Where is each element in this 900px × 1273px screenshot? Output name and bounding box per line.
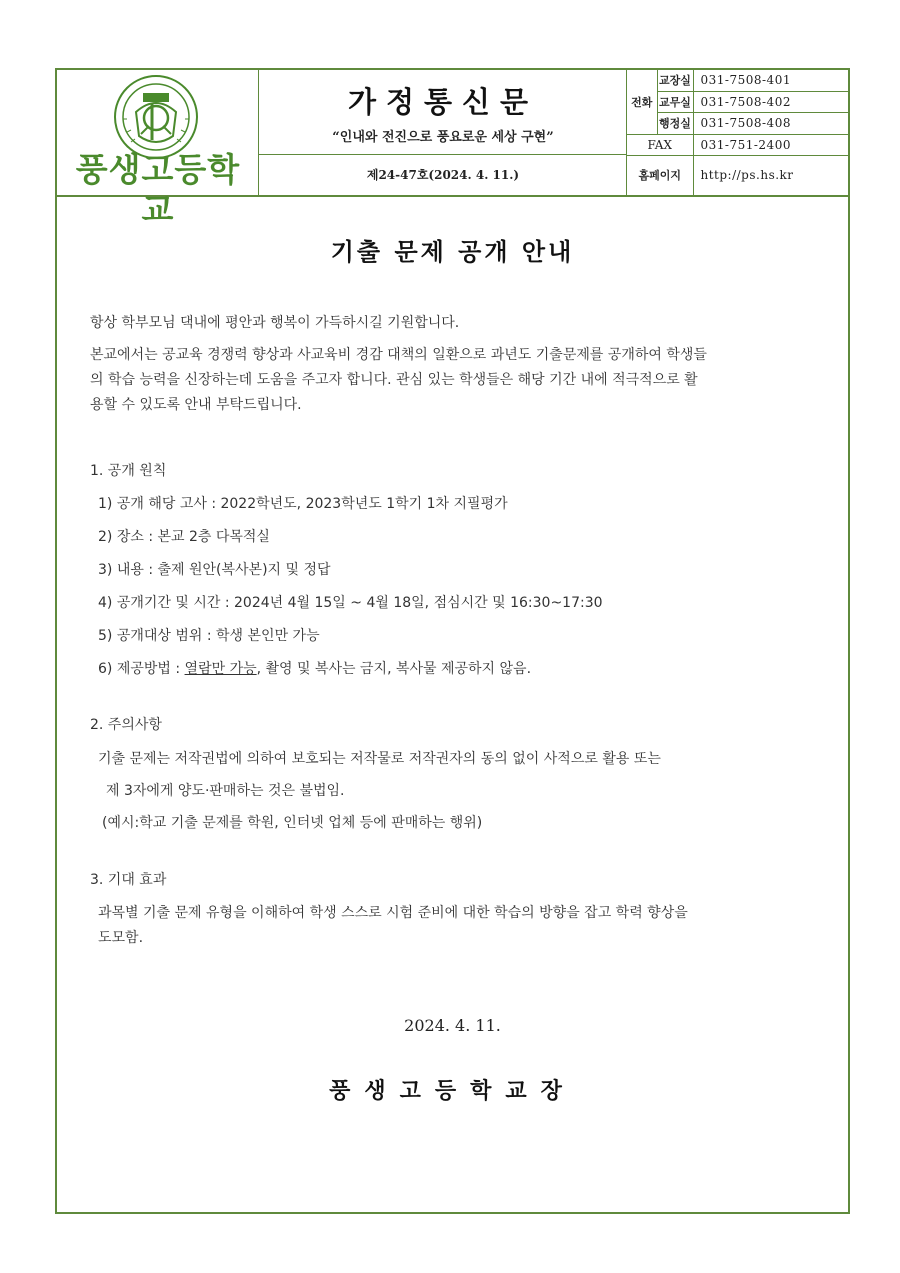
school-name: 풍생고등학교: [75, 150, 241, 229]
school-slogan: “인내와 전진으로 풍요로운 세상 구현”: [332, 130, 554, 145]
contact-label: 교무실: [657, 91, 693, 112]
contact-label: 행정실: [657, 112, 693, 134]
notice-example: (예시:학교 기출 문제를 학원, 인터넷 업체 등에 판매하는 행위): [102, 815, 483, 831]
greeting: 항상 학부모님 댁내에 평안과 행복이 가득하시길 기원합니다.: [90, 315, 460, 331]
contact-table: [627, 70, 848, 195]
notice-line: 제 3자에게 양도·판매하는 것은 불법임.: [106, 783, 345, 799]
section-heading: 3. 기대 효과: [90, 872, 167, 888]
newsletter-title: 가정통신문: [347, 85, 539, 119]
intro-line: 본교에서는 공교육 경쟁력 향상과 사교육비 경감 대책의 일환으로 과년도 기출문제를 공개하여 학생들: [90, 347, 707, 363]
notice-line: 기출 문제는 저작권법에 의하여 보호되는 저작물로 저작권자의 동의 없이 사적으로 활용 또는: [98, 751, 661, 767]
fax-number: 031-751-2400: [693, 134, 848, 155]
list-item-prefix: 6) 제공방법 :: [98, 661, 185, 677]
contact-number: 031-7508-408: [693, 112, 848, 134]
homepage-label: 홈페이지: [627, 155, 693, 195]
issue-number: 제24-47호(2024. 4. 11.): [366, 168, 520, 182]
fax-label: FAX: [627, 134, 693, 155]
list-item: [98, 657, 531, 681]
title-box: [259, 70, 627, 155]
section-heading: 2. 주의사항: [90, 717, 162, 733]
school-emblem-icon: [113, 74, 199, 160]
underlined-note: 열람만 가능: [184, 661, 257, 677]
letterhead: [57, 70, 848, 229]
contact-label: 교장실: [657, 70, 693, 91]
list-item: 5) 공개대상 범위 : 학생 본인만 가능: [98, 628, 320, 644]
homepage-url: http://ps.hs.kr: [693, 155, 848, 195]
list-item: 4) 공개기간 및 시간 : 2024년 4월 15일 ~ 4월 18일, 점심시간 및 16:30~17:30: [98, 595, 603, 611]
document-title: 기출 문제 공개 안내: [330, 238, 575, 266]
list-item: 2) 장소 : 본교 2층 다목적실: [98, 529, 270, 545]
contact-number: 031-7508-402: [693, 91, 848, 112]
intro-line: 용할 수 있도록 안내 부탁드립니다.: [90, 397, 302, 413]
list-item: 3) 내용 : 출제 원안(복사본)지 및 정답: [98, 562, 331, 578]
intro-line: 의 학습 능력을 신장하는데 도움을 주고자 합니다. 관심 있는 학생들은 해당 기간 내에 적극적으로 활: [90, 372, 698, 388]
section-heading: 1. 공개 원칙: [90, 463, 167, 479]
list-item: 1) 공개 해당 고사 : 2022학년도, 2023학년도 1학기 1차 지필평가: [98, 496, 508, 512]
issue-date: 2024. 4. 11.: [404, 1016, 501, 1035]
contact-number: 031-7508-401: [693, 70, 848, 91]
phone-label: 전화: [627, 70, 657, 134]
effect-line: 도모함.: [98, 930, 144, 946]
list-item-rest: , 촬영 및 복사는 금지, 복사물 제공하지 않음.: [256, 661, 532, 677]
effect-line: 과목별 기출 문제 유형을 이해하여 학생 스스로 시험 준비에 대한 학습의 방향을 잡고 학력 향상을: [98, 905, 688, 921]
logo-cell: [57, 70, 259, 229]
newsletter-page: [55, 68, 850, 1214]
principal-signature: 풍생고등학교장: [329, 1078, 576, 1104]
title-cell: [259, 70, 627, 195]
